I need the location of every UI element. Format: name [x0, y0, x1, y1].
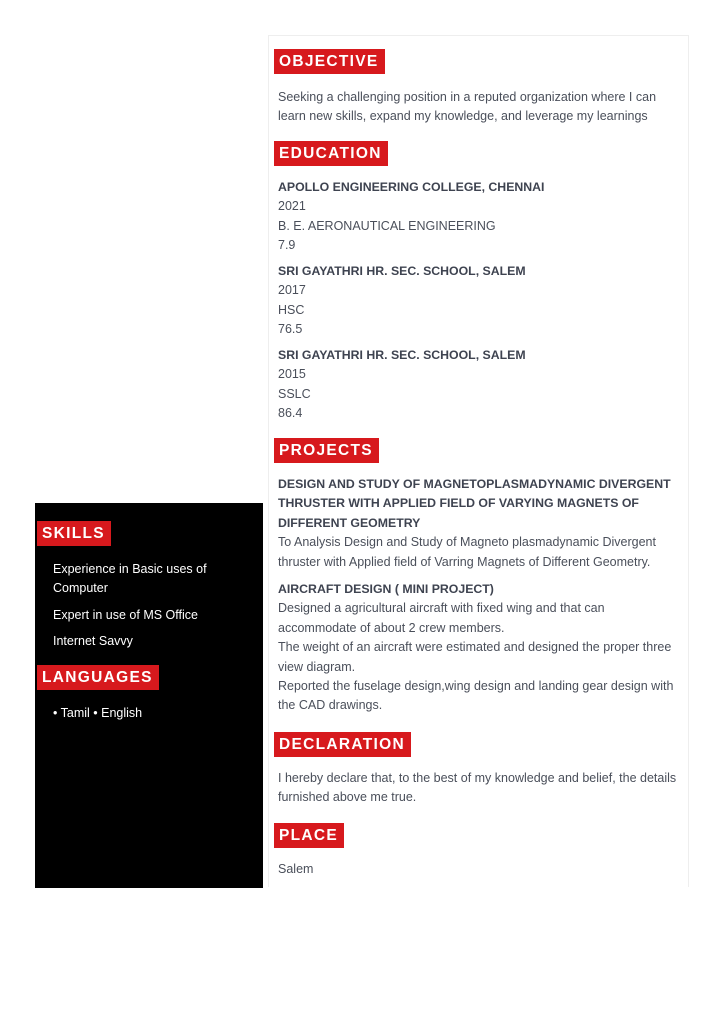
project-title: AIRCRAFT DESIGN ( MINI PROJECT)	[278, 582, 494, 596]
education-degree: HSC	[278, 302, 305, 317]
languages-list: • Tamil • English	[53, 706, 143, 720]
main-content	[268, 35, 689, 887]
skill-item: Internet Savvy	[53, 634, 133, 649]
skills-list	[53, 560, 253, 659]
education-degree: SSLC	[278, 386, 311, 401]
project-description: To Analysis Design and Study of Magneto plasmadynamic Divergent thruster with Applied field of Varring Magnets of Different Geometry.	[278, 535, 656, 569]
education-score: 7.9	[278, 238, 296, 253]
declaration-heading: DECLARATION	[274, 732, 411, 757]
sidebar	[35, 503, 263, 888]
education-year: 2017	[278, 283, 306, 298]
project-description: Designed a agricultural aircraft with fixed wing and that can accommodate of about 2 crew members.	[278, 601, 605, 635]
education-institution: SRI GAYATHRI HR. SEC. SCHOOL, SALEM	[278, 264, 526, 278]
project-description: Reported the fuselage design,wing design and landing gear design with the CAD drawings.	[278, 679, 674, 713]
skill-item: Expert in use of MS Office	[53, 607, 198, 622]
project-item	[278, 580, 678, 716]
project-item	[278, 475, 678, 572]
education-entry	[278, 346, 678, 424]
education-year: 2021	[278, 199, 306, 214]
education-institution: SRI GAYATHRI HR. SEC. SCHOOL, SALEM	[278, 348, 526, 362]
projects-heading: PROJECTS	[274, 438, 379, 463]
skill-item: Experience in Basic uses of Computer	[53, 562, 207, 596]
education-score: 76.5	[278, 322, 303, 337]
project-title: DESIGN AND STUDY OF MAGNETOPLASMADYNAMIC DIVERGENT THRUSTER WITH APPLIED FIELD OF VARYING MAGNETS OF DIFFERENT GEOMETRY	[278, 477, 671, 530]
objective-heading: OBJECTIVE	[274, 49, 385, 74]
skills-heading: SKILLS	[37, 521, 111, 546]
education-heading: EDUCATION	[274, 141, 388, 166]
education-degree: B. E. AERONAUTICAL ENGINEERING	[278, 218, 496, 233]
place-heading: PLACE	[274, 823, 344, 848]
education-entry	[278, 178, 678, 256]
place-text: Salem	[278, 862, 314, 876]
languages-heading: LANGUAGES	[37, 665, 159, 690]
project-description: The weight of an aircraft were estimated and designed the proper three view diagram.	[278, 640, 672, 674]
objective-text: Seeking a challenging position in a reputed organization where I can learn new skills, expand my knowledge, and leverage my learnings	[278, 90, 657, 124]
education-institution: APOLLO ENGINEERING COLLEGE, CHENNAI	[278, 180, 545, 194]
declaration-text: I hereby declare that, to the best of my knowledge and belief, the details furnished above me true.	[278, 771, 677, 805]
education-year: 2015	[278, 367, 306, 382]
education-score: 86.4	[278, 406, 303, 421]
education-entry	[278, 262, 678, 340]
